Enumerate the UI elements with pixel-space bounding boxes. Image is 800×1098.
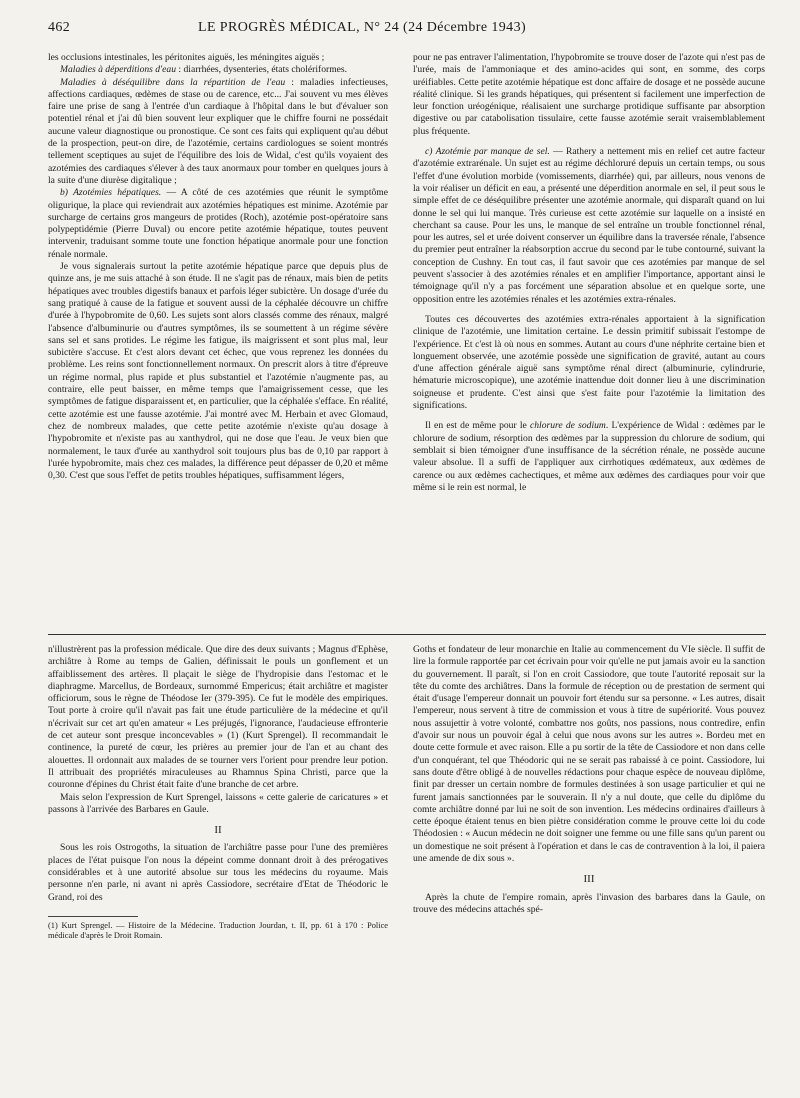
journal-title: LE PROGRÈS MÉDICAL, N° 24 (24 Décembre 1943) — [198, 20, 527, 35]
paragraph: Toutes ces découvertes des azotémies extra-rénales apportaient à la signification clinique de l'azotémie, une limitation certaine. Le dessin primitif subissait l'estompe de l'expérience. Et c'est là où nous en sommes. Autant au cours d'une néphrite certaine bien et longuement observée, une azotémie possède une signification de gravité, autant au cours d'une affection générale aiguë sans symptôme rénal direct (albuminurie, cylindrurie, hématurie microscopique), une azotémie inattendue doit donner lieu à une discrimination soigneuse et prudente. C'est ainsi que s'est faite pour l'azotémie la limitation des significations. — [413, 313, 765, 412]
footnote-divider — [48, 916, 138, 917]
section-heading: II — [214, 824, 222, 837]
paragraph: Maladies à déperditions d'eau : diarrhées, dysenteries, états cholériformes. — [60, 64, 348, 76]
column-top-left — [48, 52, 388, 626]
italic-label: Maladies à déperditions d'eau — [60, 64, 177, 76]
paragraph: Je vous signalerais surtout la petite azotémie hépatique parce que depuis plus de quinze ans, je me suis attaché à son étude. Il ne s'agit pas de rénaux, mais bien de petits hépatiques avec troubles digestifs banaux et parfois léger subictère. Un dosage d'urée du sang pratiqué à cause de la fatigue et souvent aussi de la céphalée découvre un chiffre d'urée à l'hypobromite de 0,60. Les sujets sont alors classés comme des rénaux, malgré l'absence d'albuminurie ou d'autres symptômes, ils se soumettent à un régime sévère sans sel et sans protides. Le régime les fatigue, ils maigrissent et sont plus mal, leur subictère s'accuse. Et c'est alors devant cet échec, que vous reprenez les données du problème. Les reins sont fonctionnellement normaux. On prescrit alors à titre d'épreuve un régime normal, plus rapide et plus substantiel et l'azotémie n'augmente pas, au contraire, elle peut baisser, en même temps que l'amaigrissement cesse, que les symptômes de fatigue disparaissent et, en particulier, que la céphalée s'efface. En réalité, cette azotémie est une fausse azotémie. J'ai montré avec M. Herbain et avec Glomaud, chez de nombreux malades, que cette petite azotémie n'existe qu'au dosage à l'hypobromite et n'existe pas au xanthydrol, qui ne dose que l'eau. Je veux bien que normalement, le taux d'urée au xanthydrol soit toujours plus bas de 0,10 par rapport à l'urée hypobromite, mais chez ces malades, la différence peut dépasser de 0,20 et même 0,30. C'est que sous l'effet de petits troubles hépatiques, suffisamment légers, — [48, 261, 388, 482]
paragraph: Maladies à déséquilibre dans la répartition de l'eau : maladies infectieuses, affections cardiaques, œdèmes de stase ou de carence, etc... J'ai souvent vu mes élèves faire une prise de sang à l'entrée d'un cardiaque à l'hôpital dans le but d'évaluer son potentiel rénal et j'ai dû bien souvent leur expliquer que le chiffre fourni ne possédait aucune valeur diagnostique ou pronostique. Ce sont ces faits qui expliquent qu'au début de la prospection, peut-on dire, de l'azotémie, certains cardiologues se soient montrés tellement sceptiques au sujet de l'équilibre des lois de Widal, c'est qu'ils voyaient des azotémies des cardiaques s'élever à des taux anormaux pour tomber en quelques jours à la suite d'une diurèse digitalique ; — [48, 76, 388, 186]
paragraph: Sous les rois Ostrogoths, la situation de l'archiâtre passe pour l'une des premières places de l'état puisque l'on nous la dépeint comme donnant droit à des prérogatives considérables et à une autorité absolue sur tous les médecins du royaume. Mais personne n'en parle, ni avant ni après Cassiodore, secrétaire d'Etat de Théodoric le Grand, roi des — [48, 842, 388, 903]
paragraph: c) Azotémie par manque de sel. — Rathery a nettement mis en relief cet autre facteur d'azotémie extrarénale. Un sujet est au régime déchloruré depuis un certain temps, ou sous l'effet d'une évolution morbide (vomissements, diarrhée) qui, par ailleurs, nous venons de la voir réaliser un déficit en eau, a présenté une déperdition anormale en sel, il peut sous le simple effet de ce déséquilibre présenter une azotémie anormale, qui disparaît quand on lui donne le sel qui lui manque. Très curieuse est cette azotémie sur laquelle on a insisté en cherchant sa cause. Pour les uns, le manque de sel entraîne un trouble fonctionnel rénal, pour les autres, sel et urée doivent conserver un équilibre dans la traversée rénale, l'absence du premier peut entraîner la réabsorption accrue du second par le tube contourné, suivant la conception de Cushny. En tout cas, il faut savoir que ces azotémies par manque de sel peuvent s'associer à des azotémies rénales et en amplifier l'importance, apportant ainsi le témoignage qu'il n'y a pas forcément une séparation absolue et en quelque sorte, une opposition entre les azotémies rénales et les azotémies extra-rénales. — [413, 146, 765, 305]
horizontal-divider — [48, 634, 766, 635]
section-label: b) Azotémies hépatiques. — [60, 187, 162, 199]
paragraph: Après la chute de l'empire romain, après l'invasion des barbares dans la Gaule, on trouve des médecins attachés spé- — [413, 891, 765, 915]
column-top-right — [413, 52, 765, 630]
paragraph: les occlusions intestinales, les péritonites aiguës, les méningites aiguës ; — [48, 52, 325, 63]
page-number: 462 — [48, 20, 71, 35]
paragraph: Mais selon l'expression de Kurt Sprengel, laissons « cette galerie de caricatures » et passons à l'arrivée des Barbares en Gaule. — [48, 791, 388, 815]
paragraph: Il en est de même pour le chlorure de sodium. L'expérience de Widal : œdèmes par le chlorure de sodium, résorption des œdèmes par la suppression du chlorure de sodium, qui semblait si bien témoigner d'une insuffisance de la sécrétion rénale, ne possède aucune valeur absolue. Il a suffi de l'appliquer aux cirrhotiques œdémateux, aux œdèmes de carence ou aux œdèmes cachectiques, et même aux œdèmes des cardiaques pour voir que même si le rein est normal, le — [413, 420, 765, 493]
column-bottom-left — [48, 644, 388, 1064]
paragraph: b) Azotémies hépatiques. — A côté de ces azotémies que réunit le symptôme oligurique, la place qui reviendrait aux azotémies hépatiques est minime. Azotémie par surcharge de certains gros mangeurs de protides (Roch), azotémie post-opératoire sans polypeptidémie (Pierre Duval) ou encore petite azotémie hépatique, toutes peuvent intervenir, traduisant somme toute une fonction hépatique anormale pour une fonction rénale normale. — [48, 187, 388, 260]
paragraph: pour ne pas entraver l'alimentation, l'hypobromite se trouve doser de l'azote qui n'est pas de l'urée, mais de l'ammoniaque et des amino-acides qui sont, en somme, des corps uréifiables. Cette petite azotémie hépatique est donc affaire de dosage et ne possède aucune réalité clinique. Si les grands hépatiques, qui présentent si facilement une imperfection de leur fonction uréogénique, réalisaient une surcharge protidique suffisante par absorption digestive ou par catabolisation tissulaire, cette fausse azotémie serait vraisemblablement plus fréquente. — [413, 52, 765, 137]
section-label: c) Azotémie par manque de sel. — [425, 146, 550, 158]
paragraph: Goths et fondateur de leur monarchie en Italie au commencement du VIe siècle. Il suffit de lire la formule rapportée par cet écrivain pour voir qu'elle ne put jamais avoir eu la sanction du gouvernement. Il paraît, si l'on en croit Cassiodore, que toute l'autorité reposait sur la tête du comte des archiâtres. Dans la formule de réception ou de prestation de serment qui était d'usage l'empereur donnait un pouvoir fort étendu sur sa personne. « Les autres, disait l'empereur, nous servent à titre de commission et vous à titre de supériorité. Vous pouvez nous assujettir à votre volonté, combattre nos goûts, nos passions, nous contredire, enfin d'avoir sur nous un pouvoir égal à celui que nous avons sur les autres ». Bordeu met en doute cette formule et avec raison. Elle a pu sortir de la tête de Cassiodore et non dans celle d'un conquérant, tel que Théodoric qui ne se serait pas rabaissé à ce point. Cassiodore, lui sans doute d'être obligé à de nouvelles rédactions pour chaque espèce de nouveau diplôme, finit par dresser un certain nombre de formules destinées à son usage particulier et qui ne furent jamais sanctionnées par le souverain. Il n'y a nul doute, que celle du diplôme du comte archiâtre donné par lui ne soit de son invention. Les médecins ordinaires d'ailleurs à cette époque étaient tenus en bien piètre considération comme le prouve cette loi du code Théodosien : « Aucun médecin ne doit soigner une femme ou une fille sans qu'un parent ou un domestique ne soit présent à l'opération et dans le cas de contravention à la loi, il paiera une amende de dix sous ». — [413, 644, 765, 865]
italic-label: chlorure de sodium — [529, 420, 606, 432]
footnote: (1) Kurt Sprengel. — Histoire de la Médecine. Traduction Jourdan, t. II, pp. 61 à 170 : Police médicale d'après le Droit Romain. — [48, 920, 388, 941]
italic-label: Maladies à déséquilibre dans la répartition de l'eau — [60, 76, 286, 88]
section-heading: III — [583, 873, 595, 886]
paragraph: n'illustrèrent pas la profession médicale. Que dire des deux suivants ; Magnus d'Ephèse, archiâtre à Rome au temps de Galien, définissait le pouls un gonflement et un affaiblissement des artères. Il plaçait le siège de l'hydropisie dans l'estomac et le diaphragme. Marcellus, de Bordeaux, surnommé Empericus; était archiâtre et magister officiorum, sous le règne de Théodose Ier (379-395). Ce fut le modèle des empiriques. Tout porte à croire qu'il n'avait pas fait une étude particulière de la médecine et qu'il n'écrivait sur cet art qu'en amateur « Les préjugés, l'ignorance, l'audacieuse effronterie de cet auteur sont presque inconcevables » (1) (Kurt Sprengel). Il recommandait le continence, la pureté de cœur, les prières au premier jour de l'an et au chant des alouettes. Il ordonnait aux malades de se tourner vers l'orient pour prendre leur potion. Il attribuait des propriétés miraculeuses au Rhamnus Spina Christi, parce que la couronne d'épines du Christ était faite d'une branche de cet arbre. — [48, 644, 388, 791]
column-bottom-right — [413, 644, 765, 1064]
